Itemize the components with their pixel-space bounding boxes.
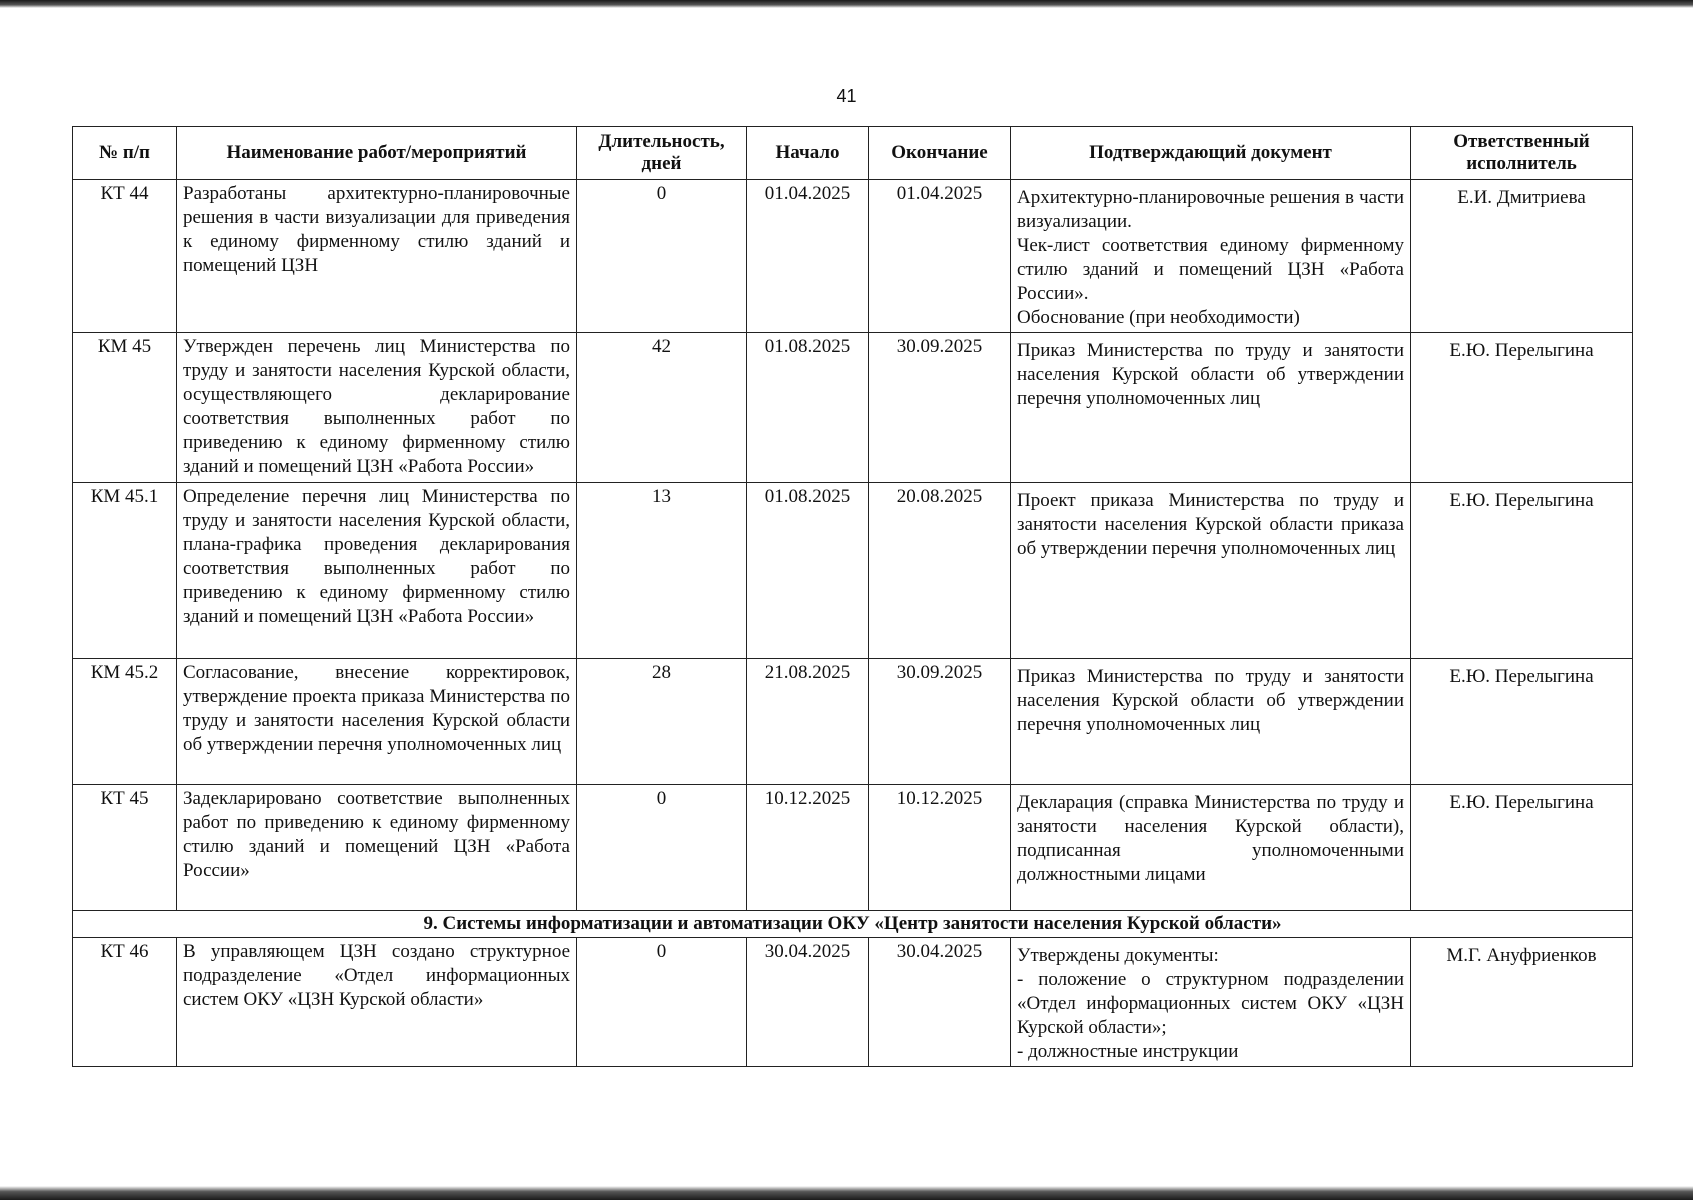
section-title: 9. Системы информатизации и автоматизации ОКУ «Центр занятости населения Курской области» [73,911,1633,938]
row-num: КТ 46 [73,938,177,1067]
row-responsible: М.Г. Ануфриенков [1411,938,1633,1067]
row-name: В управляющем ЦЗН создано структурное подразделение «Отдел информационных систем ОКУ «ЦЗН Курской области» [177,938,577,1067]
row-num: КМ 45.1 [73,483,177,659]
row-duration: 28 [577,659,747,785]
row-duration: 0 [577,785,747,911]
row-end: 20.08.2025 [869,483,1011,659]
header-start: Начало [747,127,869,180]
document-line: Декларация (справка Министерства по труду и занятости населения Курской области), подписанная уполномоченными должностными лицами [1017,792,1404,885]
row-responsible: Е.Ю. Перелыгина [1411,659,1633,785]
row-name: Задекларировано соответствие выполненных работ по приведению к единому фирменному стилю зданий и помещений ЦЗН «Работа России» [177,785,577,911]
row-num: КТ 44 [73,180,177,333]
row-num: КМ 45 [73,333,177,483]
row-responsible: Е.Ю. Перелыгина [1411,785,1633,911]
scan-edge-bottom [0,1186,1693,1200]
document-line: Проект приказа Министерства по труду и занятости населения Курской области приказа об утверждении перечня уполномоченных лиц [1017,490,1404,559]
row-document [1011,333,1411,483]
document-line: Утверждены документы: [1017,945,1219,966]
document-line: - положение о структурном подразделении «Отдел информационных систем ОКУ «ЦЗН Курской области»; [1017,969,1404,1038]
row-duration: 42 [577,333,747,483]
row-start: 10.12.2025 [747,785,869,911]
document-line: Чек-лист соответствия единому фирменному стилю зданий и помещений ЦЗН «Работа России». [1017,235,1404,304]
table-row [73,938,1633,1067]
row-document [1011,785,1411,911]
header-num: № п/п [73,127,177,180]
row-responsible: Е.И. Дмитриева [1411,180,1633,333]
row-name: Согласование, внесение корректировок, утверждение проекта приказа Министерства по труду и занятости населения Курской области об утверждении перечня уполномоченных лиц [177,659,577,785]
table-header-row [73,127,1633,180]
document-line: Обоснование (при необходимости) [1017,307,1300,328]
scan-edge-top [0,0,1693,8]
row-end: 30.09.2025 [869,333,1011,483]
row-start: 30.04.2025 [747,938,869,1067]
document-line: Архитектурно-планировочные решения в части визуализации. [1017,187,1404,232]
row-num: КМ 45.2 [73,659,177,785]
row-start: 01.04.2025 [747,180,869,333]
header-end: Окончание [869,127,1011,180]
row-end: 01.04.2025 [869,180,1011,333]
header-duration: Длительность, дней [577,127,747,180]
header-name: Наименование работ/мероприятий [177,127,577,180]
row-duration: 0 [577,180,747,333]
table-row [73,333,1633,483]
table-row [73,180,1633,333]
row-document [1011,180,1411,333]
table-row [73,483,1633,659]
header-document: Подтверждающий документ [1011,127,1411,180]
row-duration: 13 [577,483,747,659]
page-number: 41 [836,86,857,106]
work-plan-table [72,126,1633,1067]
row-responsible: Е.Ю. Перелыгина [1411,483,1633,659]
header-responsible: Ответственный исполнитель [1411,127,1633,180]
row-document [1011,659,1411,785]
row-name: Разработаны архитектурно-планировочные решения в части визуализации для приведения к единому фирменному стилю зданий и помещений ЦЗН [177,180,577,333]
row-start: 21.08.2025 [747,659,869,785]
document-line: Приказ Министерства по труду и занятости населения Курской области об утверждении перечня уполномоченных лиц [1017,666,1404,735]
section-row [73,911,1633,938]
row-responsible: Е.Ю. Перелыгина [1411,333,1633,483]
row-end: 10.12.2025 [869,785,1011,911]
document-line: Приказ Министерства по труду и занятости населения Курской области об утверждении перечня уполномоченных лиц [1017,340,1404,409]
row-document [1011,483,1411,659]
row-start: 01.08.2025 [747,483,869,659]
table-row [73,659,1633,785]
row-name: Определение перечня лиц Министерства по труду и занятости населения Курской области, плана-графика проведения декларирования соответствия выполненных работ по приведению к единому фирменному стилю зданий и помещений ЦЗН «Работа России» [177,483,577,659]
document-line: - должностные инструкции [1017,1041,1239,1062]
row-num: КТ 45 [73,785,177,911]
row-duration: 0 [577,938,747,1067]
row-name: Утвержден перечень лиц Министерства по труду и занятости населения Курской области, осуществляющего декларирование соответствия выполненных работ по приведению к единому фирменному стилю зданий и помещений ЦЗН «Работа России» [177,333,577,483]
row-end: 30.09.2025 [869,659,1011,785]
row-document [1011,938,1411,1067]
row-start: 01.08.2025 [747,333,869,483]
row-end: 30.04.2025 [869,938,1011,1067]
table-row [73,785,1633,911]
